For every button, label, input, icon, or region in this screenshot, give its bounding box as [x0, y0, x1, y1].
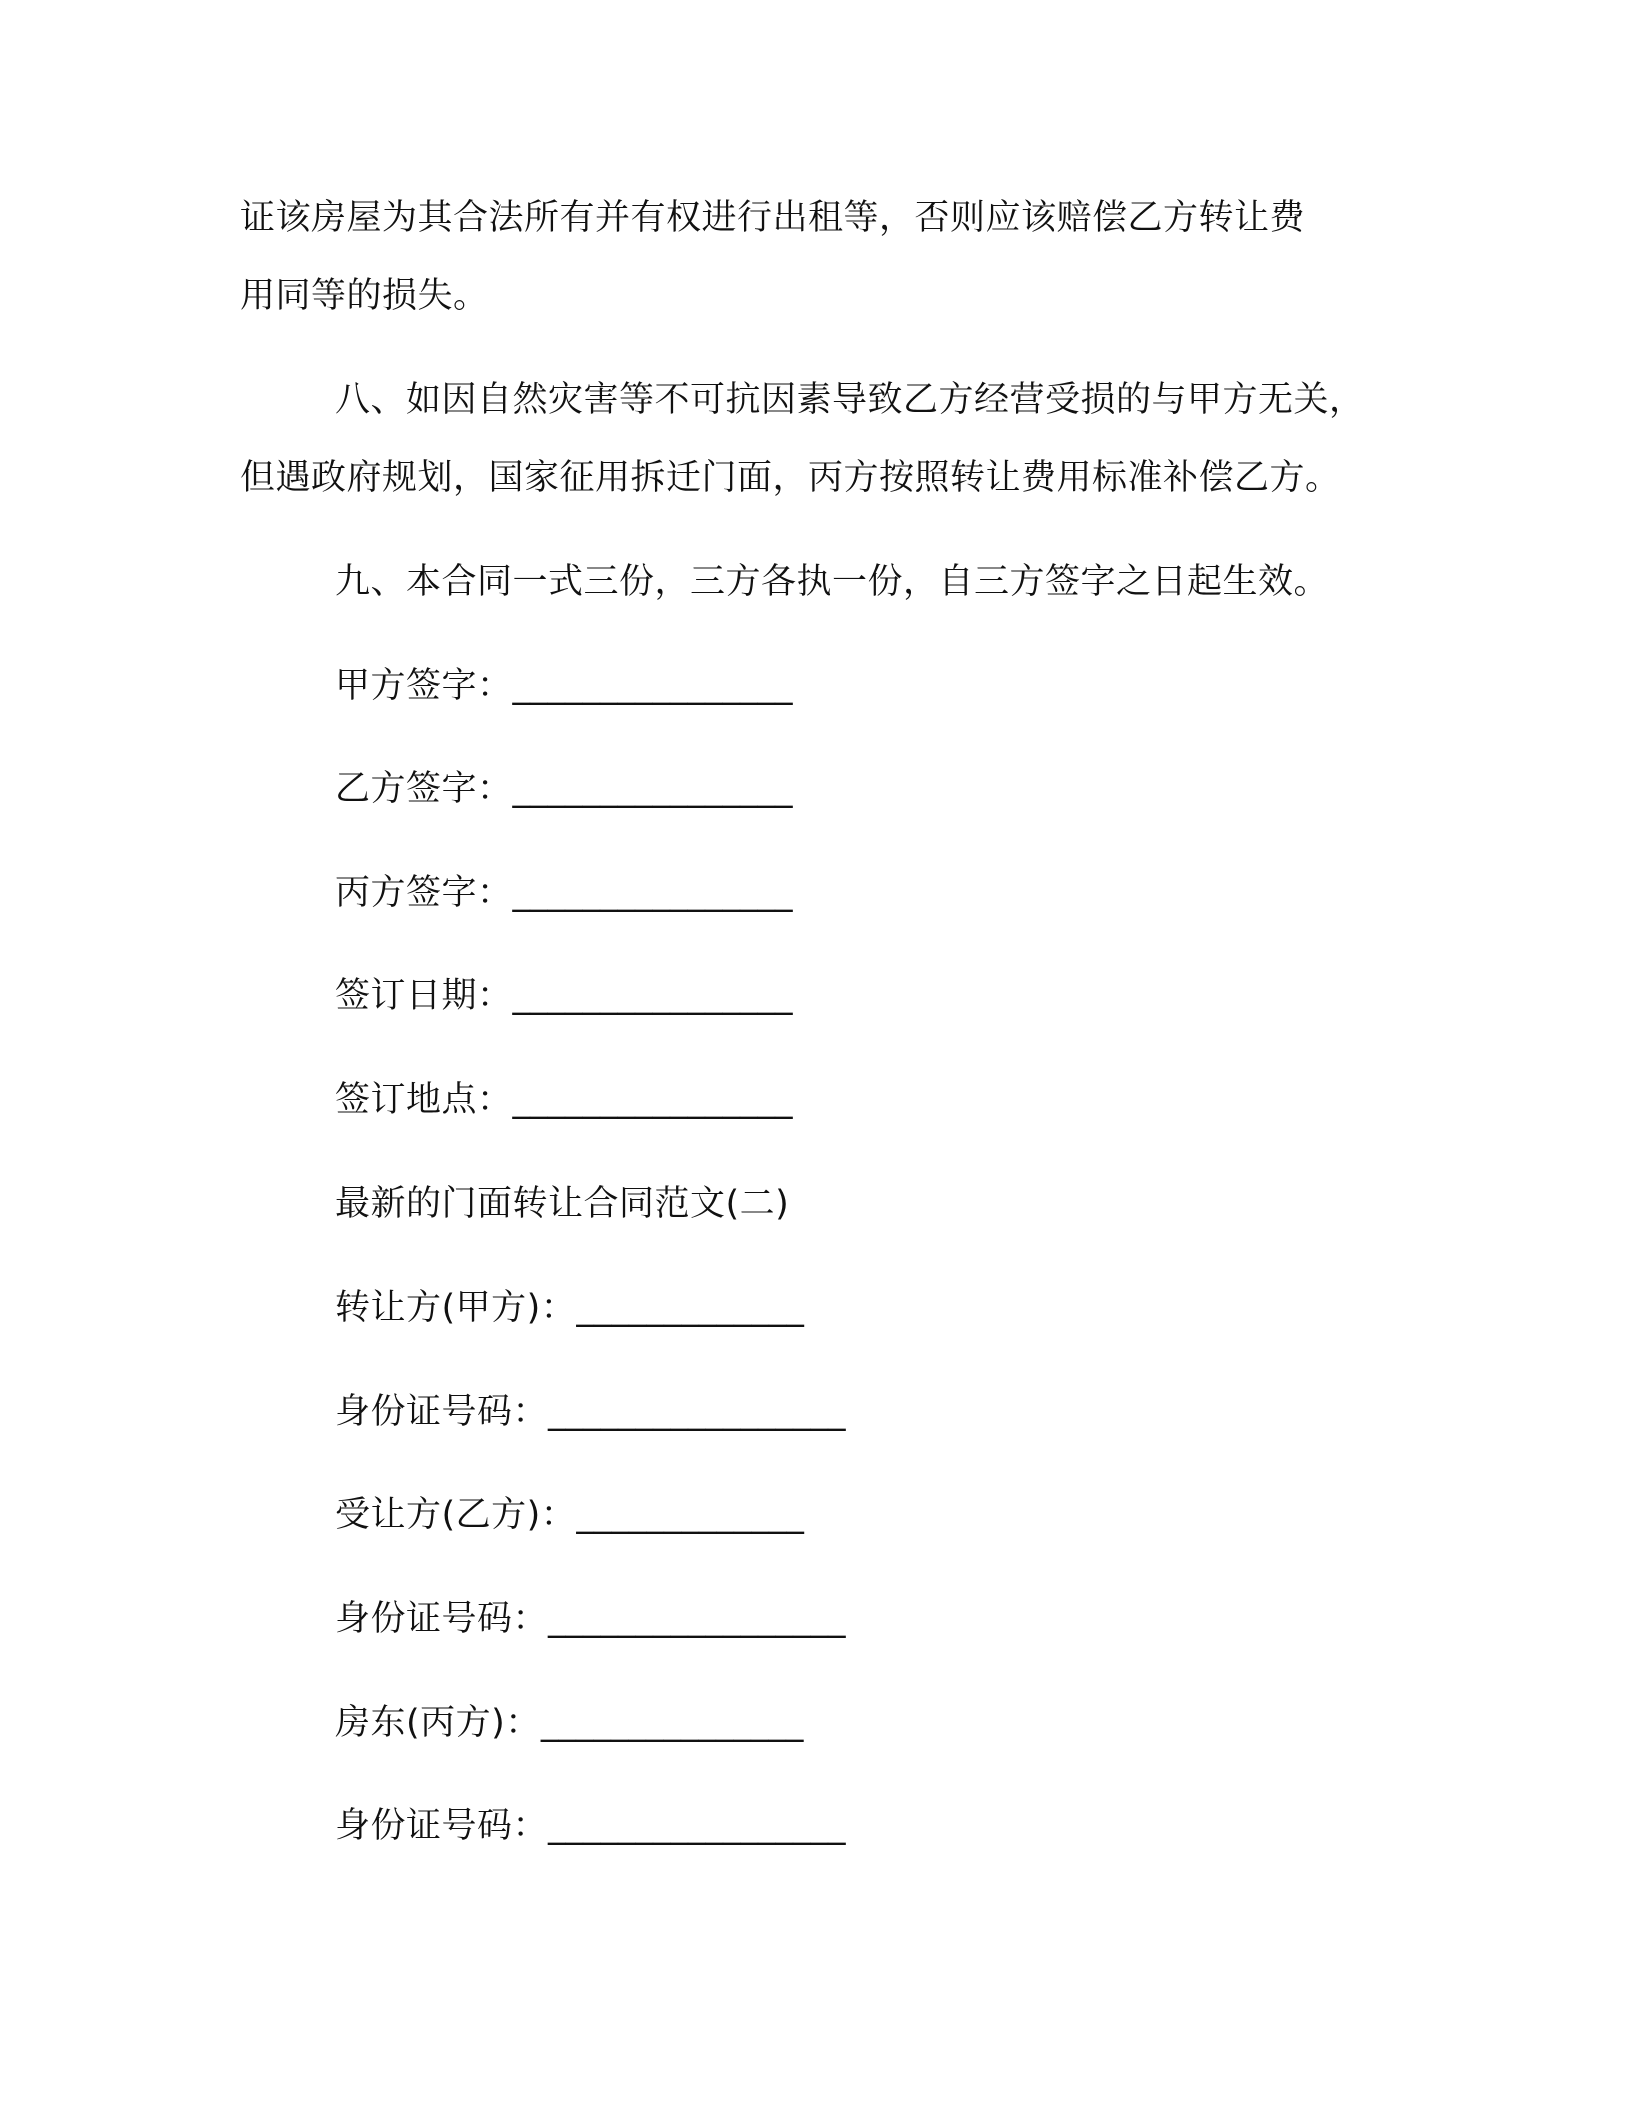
transferor-blank: _____________: [576, 1288, 804, 1328]
transferee-id-field: [335, 1597, 846, 1641]
signature-party-c-label: 丙方签字：: [335, 873, 513, 913]
signing-date-blank: ________________: [512, 976, 793, 1016]
signing-date: [335, 974, 793, 1018]
paragraph-7-continued-line-2: 用同等的损失。: [240, 276, 489, 316]
signature-party-b-label: 乙方签字：: [335, 769, 513, 809]
landlord-id-blank: _________________: [548, 1806, 846, 1846]
landlord-blank: _______________: [540, 1703, 804, 1743]
signature-party-a: [335, 664, 793, 708]
paragraph-8-line-1: 八、如因自然灾害等不可抗因素导致乙方经营受损的与甲方无关，: [335, 380, 1365, 420]
signing-place-label: 签订地点：: [335, 1080, 513, 1120]
signing-place-blank: ________________: [512, 1080, 793, 1120]
transferee-label: 受让方(乙方)：: [335, 1495, 577, 1535]
transferor-label: 转让方(甲方)：: [335, 1288, 577, 1328]
transferee-field: [335, 1493, 804, 1537]
paragraph-8-line-2: 但遇政府规划，国家征用拆迁门面，丙方按照转让费用标准补偿乙方。: [240, 458, 1341, 498]
signature-party-c-blank: ________________: [512, 873, 793, 913]
transferee-id-label: 身份证号码：: [335, 1599, 549, 1639]
signature-party-b-blank: ________________: [512, 769, 793, 809]
signature-party-c: [335, 871, 793, 915]
transferor-id-field: [335, 1390, 846, 1434]
landlord-field: [335, 1701, 803, 1745]
transferor-id-label: 身份证号码：: [335, 1392, 549, 1432]
paragraph-7-continued-line-1: 证该房屋为其合法所有并有权进行出租等，否则应该赔偿乙方转让费: [240, 198, 1306, 238]
landlord-id-label: 身份证号码：: [335, 1806, 549, 1846]
transferor-id-blank: _________________: [548, 1392, 846, 1432]
transferor-field: [335, 1286, 804, 1330]
signing-place: [335, 1078, 793, 1122]
landlord-id-field: [335, 1804, 846, 1848]
signature-party-b: [335, 767, 793, 811]
transferee-id-blank: _________________: [548, 1599, 846, 1639]
section-title: 最新的门面转让合同范文(二): [335, 1184, 790, 1224]
paragraph-9: 九、本合同一式三份，三方各执一份，自三方签字之日起生效。: [335, 562, 1330, 602]
transferee-blank: _____________: [576, 1495, 804, 1535]
signature-party-a-blank: ________________: [512, 666, 793, 706]
landlord-label: 房东(丙方)：: [335, 1703, 541, 1743]
signature-party-a-label: 甲方签字：: [335, 666, 513, 706]
signing-date-label: 签订日期：: [335, 976, 513, 1016]
